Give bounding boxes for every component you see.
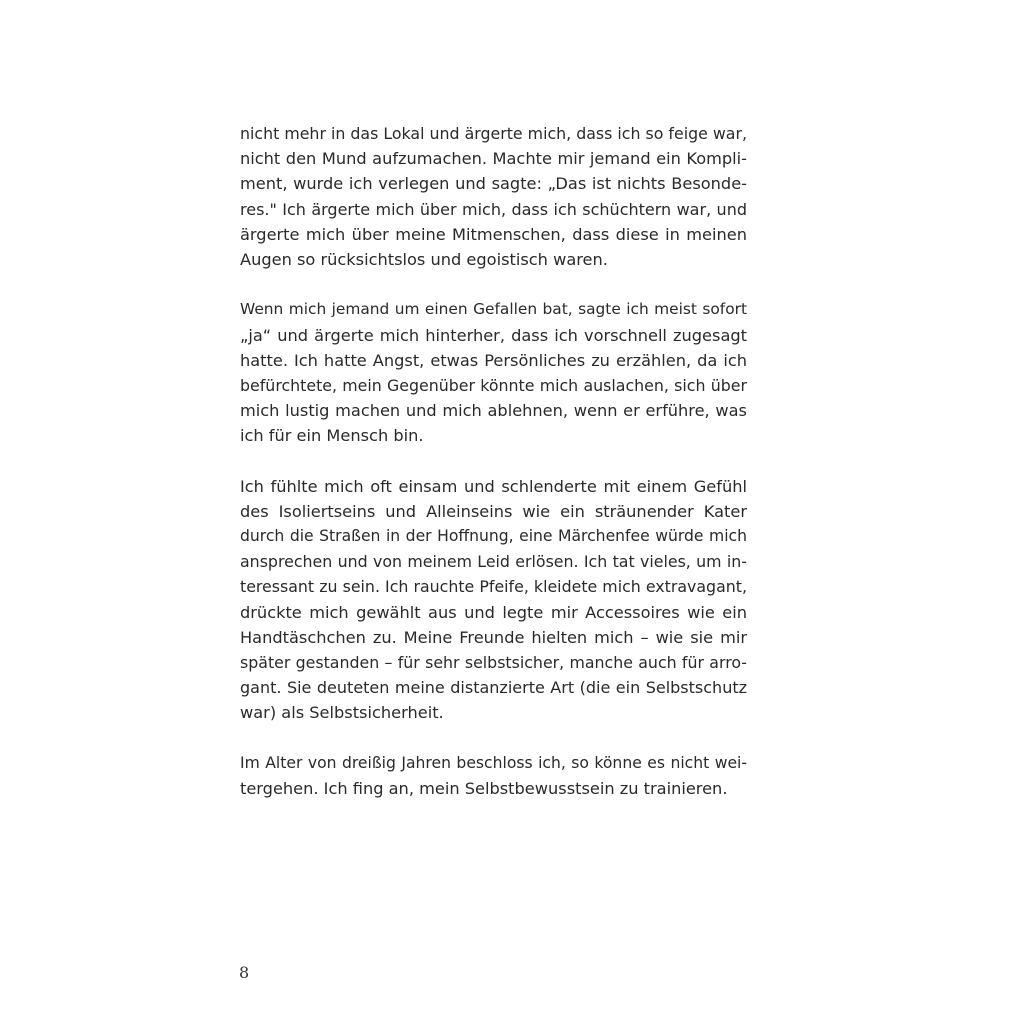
text-line: Ich fühlte mich oft einsam und schlenderte mit einem Gefühl	[240, 476, 747, 496]
text-line: Augen so rücksichtslos und egoistisch waren.	[240, 249, 608, 269]
text-line: ärgerte mich über meine Mitmenschen, dass diese in meinen	[240, 224, 747, 244]
text-line: gant. Sie deuteten meine distanzierte Art (die ein Selbstschutz	[240, 678, 747, 698]
text-line: ich für ein Mensch bin.	[240, 426, 424, 446]
text-line: res." Ich ärgerte mich über mich, dass ich schüchtern war, und	[240, 199, 747, 219]
text-line: hatte. Ich hatte Angst, etwas Persönliches zu erzählen, da ich	[240, 350, 747, 370]
text-line: später gestanden – für sehr selbstsicher, manche auch für arro-	[240, 652, 747, 672]
text-line: mich lustig machen und mich ablehnen, wenn er erführe, was	[240, 401, 747, 421]
text-line: drückte mich gewählt aus und legte mir Accessoires wie ein	[240, 602, 747, 622]
paragraph-1	[240, 121, 747, 272]
text-line: tergehen. Ich fing an, mein Selbstbewusstsein zu trainieren.	[240, 778, 728, 798]
text-line: nicht mehr in das Lokal und ärgerte mich, dass ich so feige war,	[240, 124, 747, 143]
text-line: ment, wurde ich verlegen und sagte: „Das ist nichts Besonde-	[240, 174, 747, 194]
page-number: 8	[239, 963, 250, 982]
text-line: ansprechen und von meinem Leid erlösen. Ich tat vieles, um in-	[240, 552, 747, 572]
paragraph-3	[240, 474, 747, 726]
text-line: war) als Selbstsicherheit.	[240, 703, 444, 723]
paragraph-2	[240, 297, 747, 448]
text-line: Handtäschchen zu. Meine Freunde hielten mich – wie sie mir	[240, 627, 747, 647]
text-line: durch die Straßen in der Hoffnung, eine Märchenfee würde mich	[240, 527, 747, 545]
paragraph-4	[240, 751, 747, 801]
text-line: „ja“ und ärgerte mich hinterher, dass ich vorschnell zugesagt	[240, 325, 747, 345]
text-line: teressant zu sein. Ich rauchte Pfeife, kleidete mich extravagant,	[240, 577, 747, 597]
text-line: Wenn mich jemand um einen Gefallen bat, sagte ich meist sofort	[240, 300, 747, 319]
text-line: nicht den Mund aufzumachen. Machte mir jemand ein Kompli-	[240, 149, 747, 169]
text-line: Im Alter von dreißig Jahren beschloss ich, so könne es nicht wei-	[240, 753, 747, 772]
text-line: befürchtete, mein Gegenüber könnte mich auslachen, sich über	[240, 375, 747, 395]
text-line: des Isoliertseins und Alleinseins wie ein sträunender Kater	[240, 501, 747, 521]
body-text	[240, 121, 747, 801]
